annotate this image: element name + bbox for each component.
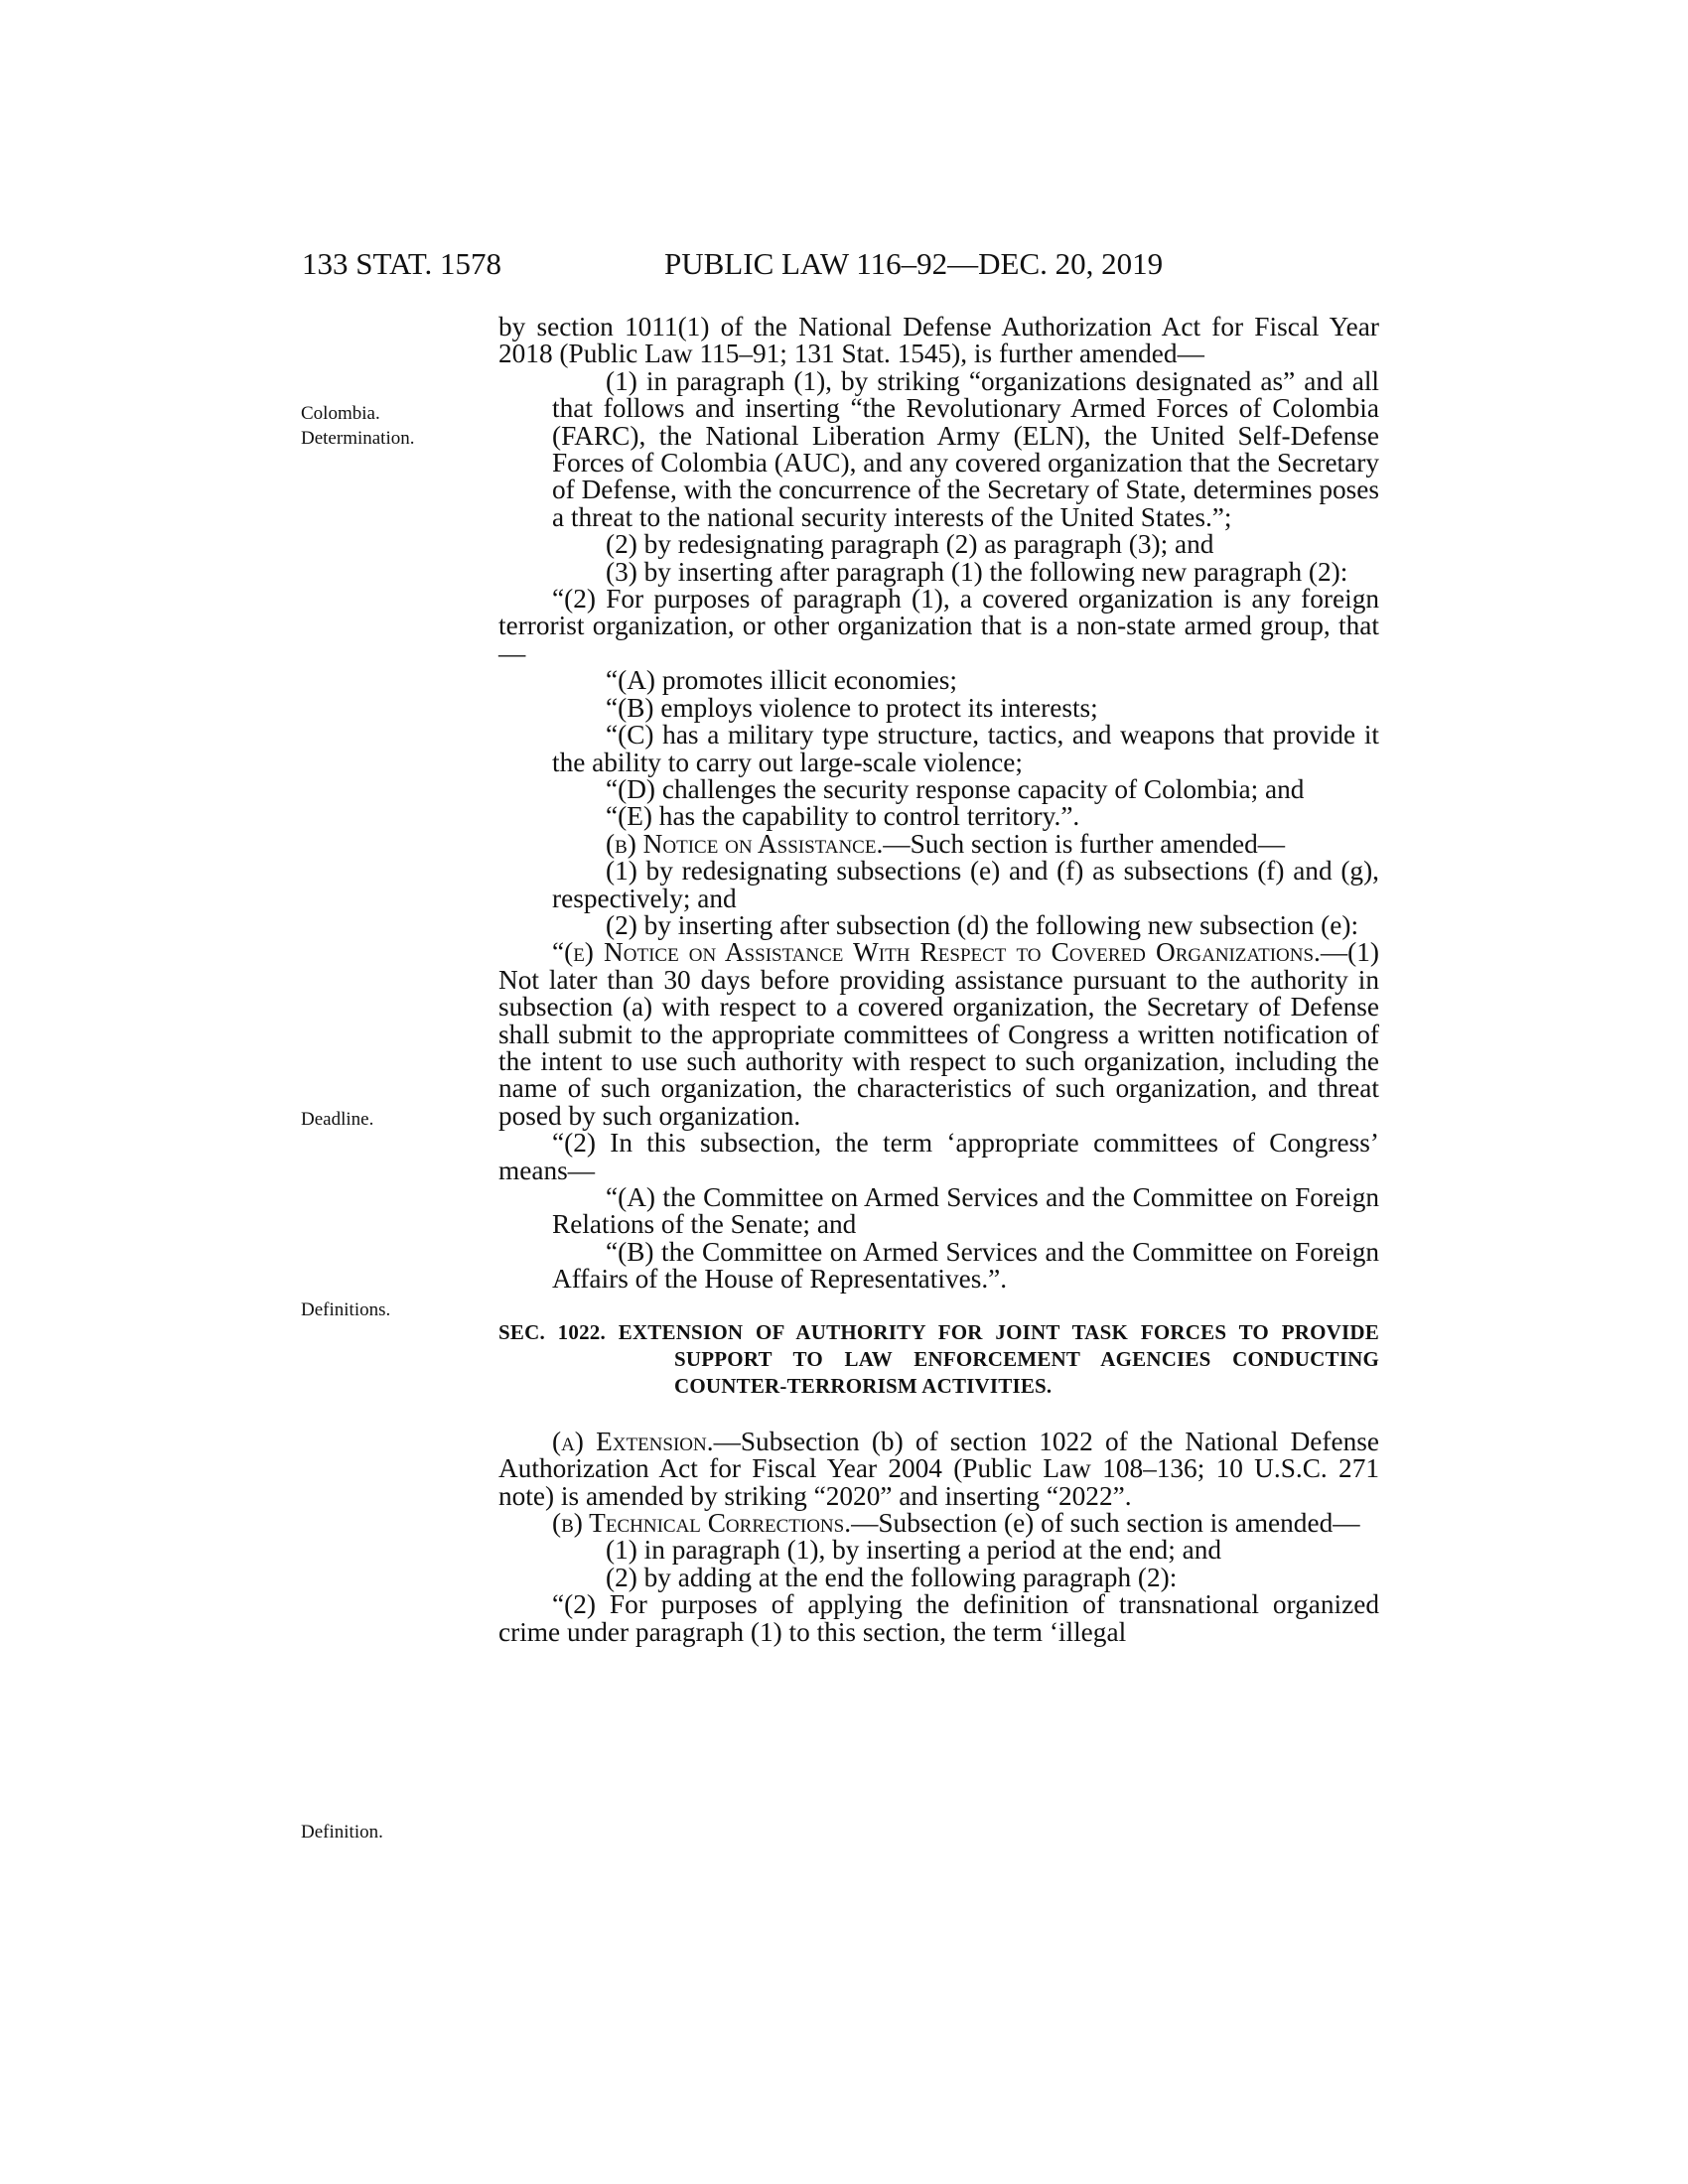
paragraph: “(B) the Committee on Armed Services and the Committee on Foreign Affairs of the House of Representatives.”. xyxy=(552,1236,1379,1295)
paragraph xyxy=(498,1510,1379,1537)
subsection-text: —Subsection (b) of section 1022 of the National Defense Authorization Act for Fiscal Year 2004 (Public Law 108–136; 10 U.S.C. 271 note) is amended by striking “2020” and inserting “2022”. xyxy=(498,1426,1379,1511)
paragraph: “(A) promotes illicit economies; xyxy=(606,665,958,696)
statute-text xyxy=(498,314,1379,1646)
margin-note-determination: Determination. xyxy=(301,428,415,449)
subsection-text: —Subsection (e) of such section is amended— xyxy=(851,1508,1360,1539)
paragraph xyxy=(498,1426,1379,1511)
margin-note-definition: Definition. xyxy=(301,1822,383,1843)
paragraph: (1) by redesignating subsections (e) and (f) as subsections (f) and (g), respectively; and xyxy=(552,856,1379,913)
paragraph: (2) by adding at the end the following paragraph (2): xyxy=(606,1562,1178,1592)
paragraph xyxy=(498,939,1379,1130)
paragraph: “(A) the Committee on Armed Services and the Committee on Foreign Relations of the Senate; and xyxy=(552,1182,1379,1240)
paragraph: “(C) has a military type structure, tactics, and weapons that provide it the ability to carry out large-scale violence; xyxy=(552,720,1379,777)
paragraph: (1) in paragraph (1), by striking “organizations designated as” and all that follows and inserting “the Revolutionary Armed Forces of Colombia (FARC), the National Liberation Army (ELN), the United Self-Defense Forces of Colombia (AUC), and any covered organization that the Secretary of Defense, with the concurrence of the Secretary of State, determines poses a threat to the national security interests of the United States.”; xyxy=(552,365,1379,532)
paragraph: “(2) For purposes of paragraph (1), a covered organization is any foreign terrorist organization, or other organization that is a non-state armed group, that— xyxy=(498,584,1379,668)
subsection-text: —Such section is further amended— xyxy=(883,828,1286,859)
paragraph: “(E) has the capability to control territory.”. xyxy=(606,801,1080,832)
paragraph: by section 1011(1) of the National Defense Authorization Act for Fiscal Year 2018 (Public Law 115–91; 131 Stat. 1545), is further amended— xyxy=(498,312,1379,369)
paragraph: “(D) challenges the security response capacity of Colombia; and xyxy=(606,773,1305,804)
section-heading: SEC. 1022. EXTENSION OF AUTHORITY FOR JOINT TASK FORCES TO PROVIDE SUPPORT TO LAW ENFORCEMENT AGENCIES CONDUCTING COUNTER-TERRORISM ACTIVITIES. xyxy=(498,1319,1379,1399)
paragraph xyxy=(498,828,1379,859)
paragraph: (2) by redesignating paragraph (2) as paragraph (3); and xyxy=(606,529,1214,560)
page-header xyxy=(302,246,1379,286)
statute-page-number: 133 STAT. 1578 xyxy=(302,246,502,281)
paragraph: (1) in paragraph (1), by inserting a period at the end; and xyxy=(606,1535,1222,1566)
subsection-heading: (b) Notice on Assistance. xyxy=(606,828,884,859)
subsection-heading: (b) Technical Corrections. xyxy=(552,1508,852,1539)
subsection-heading: (a) Extension. xyxy=(552,1426,714,1456)
paragraph: “(2) In this subsection, the term ‘appropriate committees of Congress’ means— xyxy=(498,1128,1379,1185)
subsection-heading: “(e) Notice on Assistance With Respect to Covered Organizations. xyxy=(552,937,1321,968)
paragraph: “(B) employs violence to protect its interests; xyxy=(606,692,1098,723)
paragraph: “(2) For purposes of applying the definition of transnational organized crime under paragraph (1) to this section, the term ‘illegal xyxy=(498,1589,1379,1647)
margin-note-definitions: Definitions. xyxy=(301,1299,391,1320)
running-title: PUBLIC LAW 116–92—DEC. 20, 2019 xyxy=(664,246,1164,281)
margin-note-deadline: Deadline. xyxy=(301,1109,374,1130)
paragraph: (2) by inserting after subsection (d) the following new subsection (e): xyxy=(606,909,1359,940)
subsection-text: —(1) Not later than 30 days before providing assistance pursuant to the authority in subsection (a) with respect to a covered organization, the Secretary of Defense shall submit to the appropriate committees of Congress a written notification of the intent to use such authority with respect to such organization, including the name of such organization, the characteristics of such organization, and threat posed by such organization. xyxy=(498,937,1379,1131)
paragraph: (3) by inserting after paragraph (1) the following new paragraph (2): xyxy=(606,556,1348,587)
margin-note-colombia: Colombia. xyxy=(301,403,380,424)
